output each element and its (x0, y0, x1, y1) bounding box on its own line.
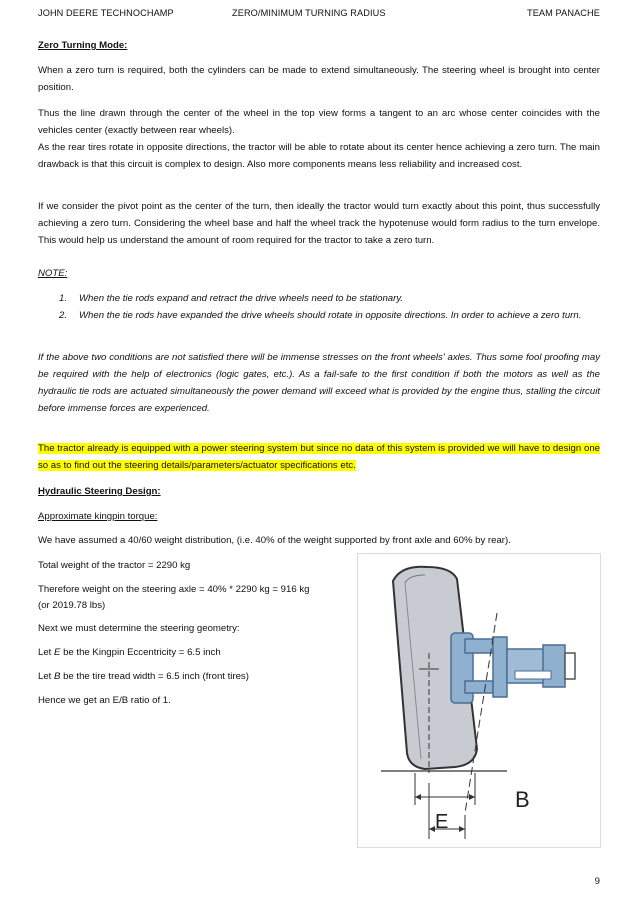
label-b: B (515, 787, 530, 812)
axle-weight-line-1: Therefore weight on the steering axle = 40% * 2290 kg = 916 kg (38, 584, 310, 595)
zero-turning-heading: Zero Turning Mode: (38, 40, 128, 51)
assumption-text: We have assumed a 40/60 weight distribution, (i.e. 40% of the weight supported by front axle and 60% by rear). (38, 535, 511, 546)
axle-slot (515, 671, 551, 679)
total-weight-text: Total weight of the tractor = 2290 kg (38, 560, 191, 571)
axle-end (543, 645, 565, 687)
warning-paragraph: If the above two conditions are not satisfied there will be immense stresses on the front wheels' axles. Thus some fool proofing may be required with the help of electronics (logic gates, etc.). As a fail-safe to the first condition if both the motors as well as the hydraulic tie rods are actuated simultaneously the power demand will exceed what is provided by the engine thus, stalling the circuit before immense forces are experienced. (38, 352, 600, 414)
axle-weight-line-2: (or 2019.78 lbs) (38, 600, 106, 611)
label-e: E (435, 811, 449, 833)
note-number: 1. (59, 293, 68, 304)
kingpin-figure (357, 553, 601, 848)
let-b-text: Let B be the tire tread width = 6.5 inch (front tires) (38, 671, 249, 682)
steering-geometry-text: Next we must determine the steering geometry: (38, 623, 240, 634)
header-left: JOHN DEERE TECHNOCHAMP (38, 8, 174, 18)
kingpin-torque-subheading: Approximate kingpin torque: (38, 511, 158, 522)
note-label: NOTE: (38, 268, 68, 279)
header-center: ZERO/MINIMUM TURNING RADIUS (232, 8, 386, 18)
note-text: When the tie rods have expanded the drive wheels should rotate in opposite directions. In order to achieve a zero turn. (79, 310, 582, 321)
zero-turning-paragraph-4: If we consider the pivot point as the center of the turn, then ideally the tractor would turn exactly about this point, thus successfully achieving a zero turn. Considering the wheel base and half the wheel track the hypotenuse would form radius to the turn envelope. This would help us understand the amount of room required for the tractor to take a zero turn. (38, 201, 600, 246)
hydraulic-heading: Hydraulic Steering Design: (38, 486, 161, 497)
zero-turning-paragraph-3: As the rear tires rotate in opposite directions, the tractor will be able to rotate about its center hence achieving a zero turn. The main drawback is that this circuit is complex to design. Also more components means less reliability and increased cost. (38, 142, 600, 170)
zero-turning-paragraph-2: Thus the line drawn through the center of the wheel in the top view forms a tangent to an arc whose center coincides with the vehicles center (exactly between rear wheels). (38, 108, 600, 136)
note-number: 2. (59, 310, 68, 321)
page-number: 9 (594, 876, 600, 887)
kingpin-diagram (357, 553, 601, 848)
kingpin-knuckle (493, 637, 507, 697)
highlight-text: The tractor already is equipped with a power steering system but since no data of this system is provided we will have to design one so as to find out the steering details/parameters/actuator specifications etc. (38, 443, 600, 471)
lower-arm (465, 681, 493, 693)
header-right: TEAM PANACHE (526, 8, 600, 18)
highlighted-paragraph (38, 440, 600, 474)
frame-bracket (565, 653, 575, 679)
ratio-text: Hence we get an E/B ratio of 1. (38, 695, 171, 706)
note-text: When the tie rods expand and retract the drive wheels need to be stationary. (79, 293, 404, 304)
zero-turning-paragraph-1: When a zero turn is required, both the cylinders can be made to extend simultaneously. The steering wheel is brought into center position. (38, 65, 600, 93)
let-e-text: Let E be the Kingpin Eccentricity = 6.5 inch (38, 647, 221, 658)
